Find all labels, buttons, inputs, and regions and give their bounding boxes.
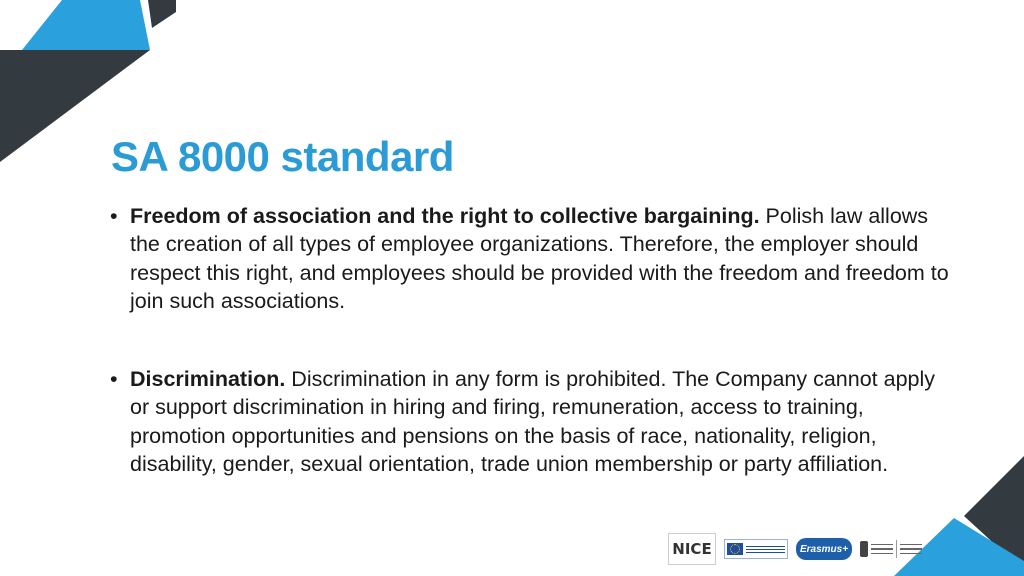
university-logo xyxy=(860,538,922,560)
eu-flag-icon xyxy=(727,543,743,555)
bullet-lead: Discrimination. xyxy=(130,367,286,392)
dark-triangle-top xyxy=(148,0,176,28)
bullet-item xyxy=(110,365,960,478)
blue-triangle xyxy=(22,0,150,50)
bullet-text: Polish law allows the creation of all types of employee organizations. Therefore, the employer should respect this right, and employees should be provided with the freedom and freedom to join such associations. xyxy=(130,204,949,313)
footer-logos xyxy=(668,532,922,566)
eu-funding-logo xyxy=(724,539,788,559)
bullet-lead: Freedom of association and the right to collective bargaining. xyxy=(130,204,760,228)
bullet-list xyxy=(110,202,960,478)
erasmus-logo: Erasmus+ xyxy=(796,538,852,560)
bullet-dot: • xyxy=(110,204,118,228)
slide-title: SA 8000 standard xyxy=(111,133,454,180)
bullet-text: Discrimination in any form is prohibited. The Company cannot apply or support discrimination in hiring and firing, remuneration, access to training, promotion opportunities and pensions on the basis of race, nationality, religion, disability, gender, sexual orientation, trade union membership or party affiliation. xyxy=(130,367,936,477)
crest-icon xyxy=(860,541,868,557)
bullet-item xyxy=(110,202,960,315)
bullet-dot: • xyxy=(110,367,118,392)
nice-logo: NICE xyxy=(668,533,716,565)
